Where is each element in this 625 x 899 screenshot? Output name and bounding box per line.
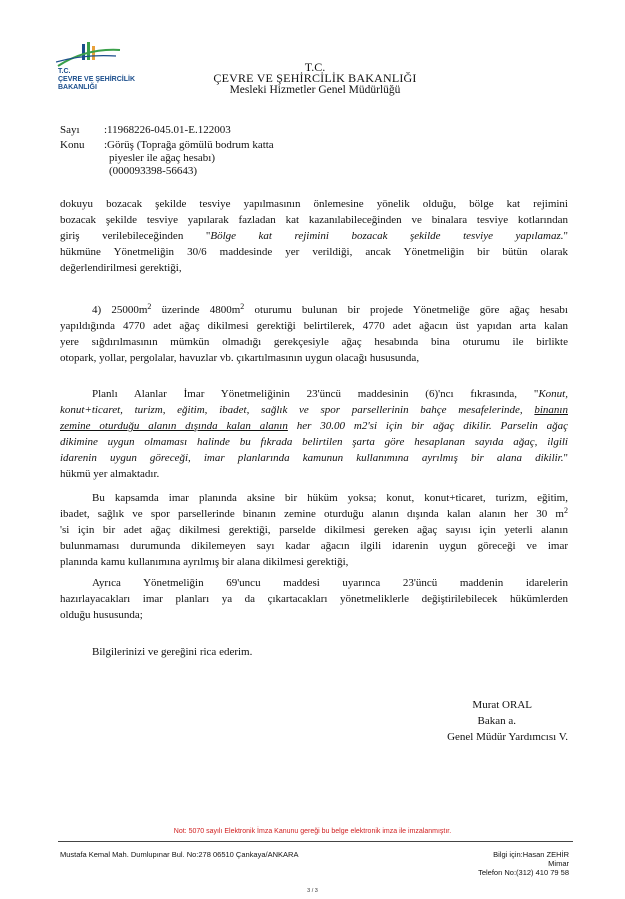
e-signature-note: Not: 5070 sayılı Elektronik İmza Kanunu gereği bu belge elektronik imza ile imzalanmıştır. — [173, 828, 452, 835]
header-ministry: ÇEVRE VE ŞEHİRCİLİK BAKANLIĞI — [213, 71, 417, 85]
sayi-value: :11968226-045.01-E.122003 — [104, 124, 231, 136]
footer-divider — [58, 841, 573, 842]
konu-value: :Görüş (Toprağa gömülü bodrum katta piyesler ile ağaç hesabı) (000093398-56643) — [104, 139, 274, 177]
header-directorate: Mesleki Hizmetler Genel Müdürlüğü — [229, 84, 401, 96]
paragraph-3: Planlı Alanlar İmar Yönetmeliğinin 23'üncü maddesinin (6)'ncı fıkrasında, "Konut, konut+ticaret, turizm, eğitim, ibadet, sağlık ve spor parsellerinin bahçe mesafelerinde, binanın zemine oturduğu alanın dışında kalan alanın her 30.00 m2'si için bir ağaç dikilir. Parselin ağaç dikimine uygun olmaması halinde bu fıkrada belirtilen şarta göre hesaplanan sayıda ağaç, ilgili idarenin uygun göreceği, imar planlarında kamunun kullanımına ayrılmış bir alana dikilir." hükmü yer almaktadır. — [60, 388, 569, 480]
paragraph-2: 4) $25000m^2$ üzerinde $4800m^2$ oturumu bulunan bir projede Yönetmeliğe göre ağaç hesabı yapıldığında 4770 adet ağaç dikilmesi gerektiği belirtilerek, 4770 adet ağacın üst yapıdan arta kalan yere sığdırılmasının mümkün olmadığı gerekçesiyle ağaç hesabında bina oturumu ile birlikte otopark, yollar, pergolalar, havuzlar vb. çıkartılmasının uygun olacağı hususunda, — [60, 302, 568, 364]
header-tc: T.C. — [304, 60, 326, 74]
signature-role1: Bakan a. — [477, 715, 516, 727]
konu-label: Konu — [60, 139, 85, 151]
paragraph-4: Bu kapsamda imar planında aksine bir hüküm yoksa; konut, konut+ticaret, turizm, eğitim, ibadet, sağlık ve spor parsellerinde binanın zemine oturduğu alanın dışında kalan alanın her 30 $m^2$ 'si için bir adet ağaç dikilmesi gerektiği, parselde dikilmesi gereken ağaç sayısı için yeterli alanın bulunmaması durumunda dikilemeyen sayı kadar ağacın ilgili idarenin uygun göreceği ve imar planında kamu kullanımına ayrılmış bir alana dikilmesi gerektiği, — [60, 492, 568, 568]
footer-address: Mustafa Kemal Mah. Dumlupınar Bul. No:278 06510 Çankaya/ANKARA — [60, 850, 299, 859]
page-number: 3 / 3 — [307, 888, 318, 894]
sayi-label: Sayı — [60, 124, 80, 136]
paragraph-5: Ayrıca Yönetmeliğin 69'uncu maddesi uyarınca 23'üncü maddenin idarelerin hazırlayacakları imar planları ya da çıkartacakları yönetmeliklerle değiştirilebilecek hükümlerden olduğu hususunda; — [60, 577, 568, 621]
signature-name: Murat ORAL — [472, 699, 532, 711]
logo-text: T.C. ÇEVRE VE ŞEHİRCİLİK BAKANLIĞI — [58, 68, 136, 91]
signature-block — [400, 697, 568, 745]
footer-contact: Bilgi için:Hasan ZEHİR Mimar Telefon No:(312) 410 79 58 — [478, 850, 569, 877]
paragraph-1: dokuyu bozacak şekilde tesviye yapılmasının önlemesine yönelik olduğu, bölge kat rejimini bozacak şekilde tesviye yapılarak fazladan kat kazanılabileceğinden ve binalara tesviye kotlarından giriş verilebileceğinden "Bölge kat rejimini bozacak şekilde tesviye yapılamaz." hükmüne Yönetmeliğin 30/6 maddesinde yer verildiği, ancak Yönetmeliğin bir bütün olarak değerlendirilmesi gerektiği, — [60, 198, 568, 274]
signature-role2: Genel Müdür Yardımcısı V. — [447, 731, 568, 743]
closing-paragraph: Bilgilerinizi ve gereğini rica ederim. — [92, 646, 253, 658]
